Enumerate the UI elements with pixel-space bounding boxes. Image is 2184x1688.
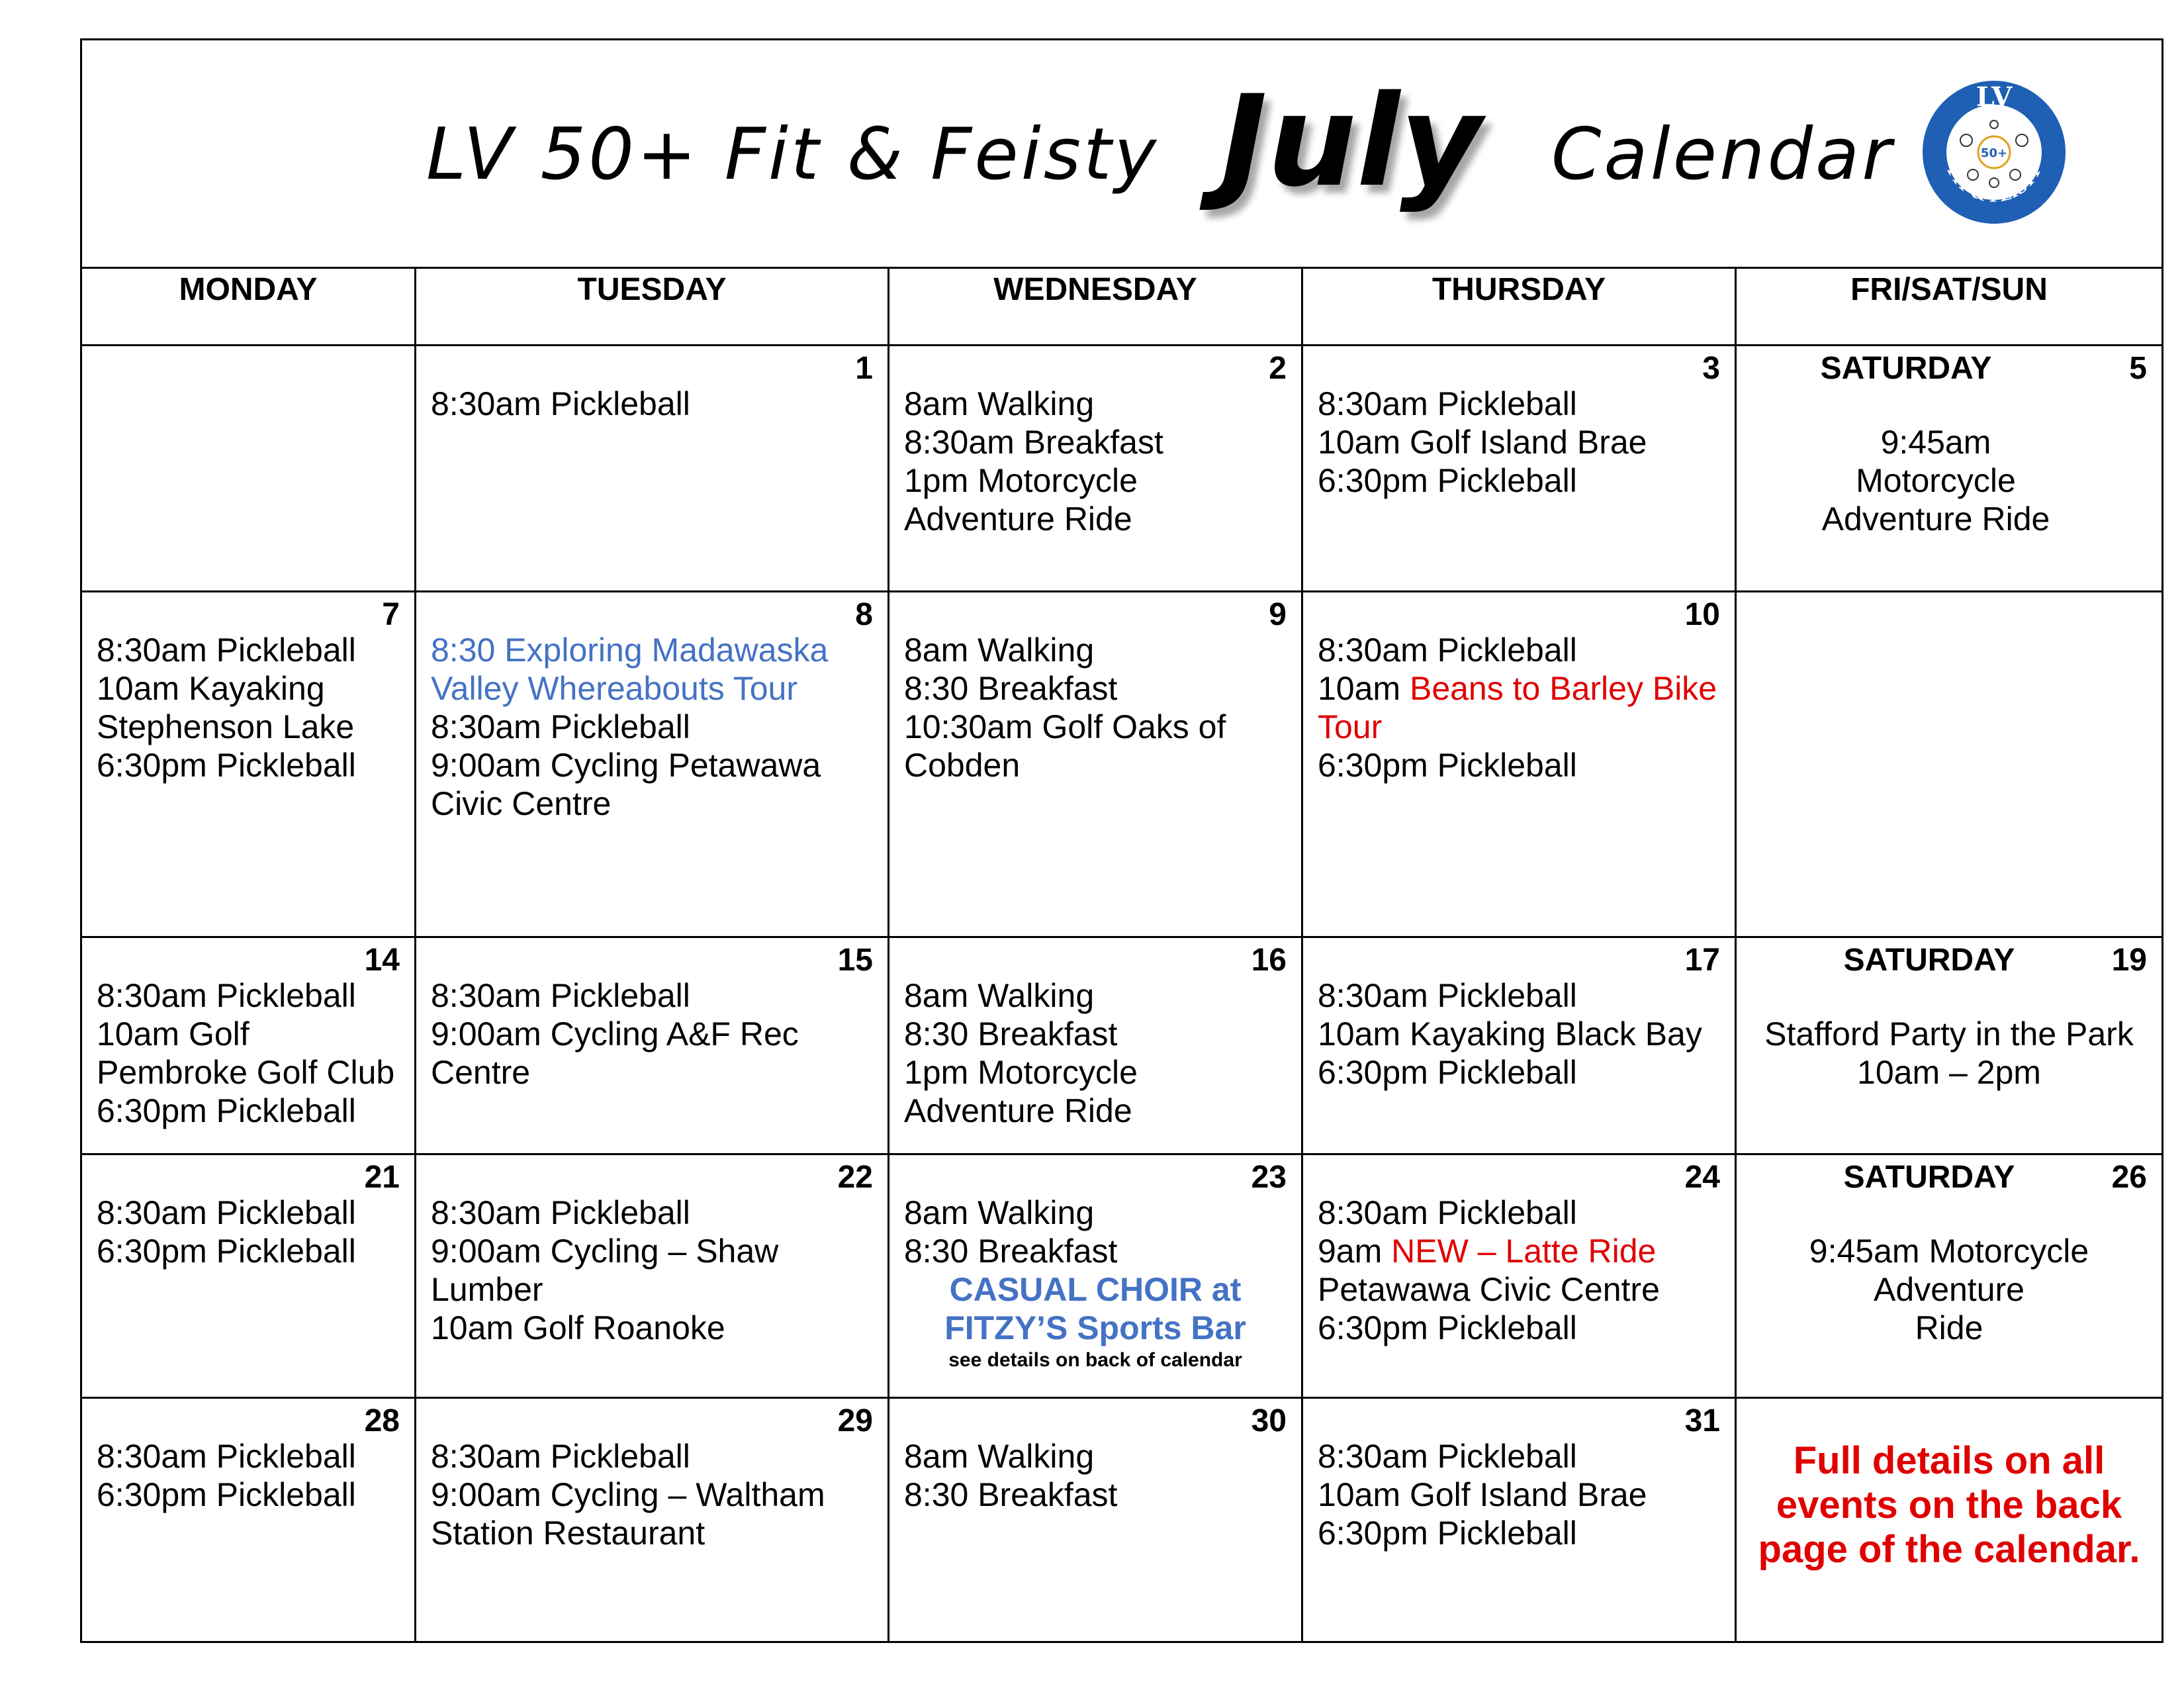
day-cell-19 [1737,938,2161,1155]
event-item: 8:30am Pickleball [97,1438,356,1475]
event-item: 8:30 Breakfast [904,670,1118,707]
day-cell-5 [1737,346,2161,592]
calendar [80,38,2163,1643]
header-tuesday: TUESDAY [416,267,889,346]
day-cell-30 [889,1399,1303,1643]
event-item: 6:30pm Pickleball [1318,747,1577,784]
day-cell-23 [889,1155,1303,1399]
day-cell-17 [1303,938,1737,1155]
event-item: Adventure Ride [904,500,1132,538]
day-number: 29 [837,1403,873,1438]
day-number: 28 [364,1403,400,1438]
event-item: 9:00am Cycling A&F Rec [431,1015,799,1053]
day-cell-empty [82,346,416,592]
event-item: 8am Walking [904,977,1095,1014]
day-number: 30 [1251,1403,1287,1438]
day-cell-29 [416,1399,889,1643]
title-month: July [1220,68,1482,214]
event-item: 9:00am Cycling – Shaw [431,1233,779,1270]
day-number: 31 [1684,1403,1720,1438]
event-item: 6:30pm Pickleball [97,747,356,784]
full-details-note-cell [1737,1399,2161,1643]
fit-feisty-logo-icon [1919,77,2070,228]
event-item: 9:45am Motorcycle [1809,1233,2089,1270]
day-cell-26 [1737,1155,2161,1399]
day-cell-24 [1303,1155,1737,1399]
event-item [1318,669,1725,708]
day-number: 26 [2111,1160,2147,1195]
event-item: 10am Kayaking Black Bay [1318,1015,1702,1053]
event-item: 8am Walking [904,385,1095,422]
day-number: 22 [837,1160,873,1195]
event-item: 8:30am Pickleball [97,632,356,669]
weekend-day-label: SATURDAY [1820,351,1992,386]
event-item: 8:30am Pickleball [431,708,690,745]
event-time: 10am [1318,670,1410,707]
day-cell-15 [416,938,889,1155]
event-item: Stephenson Lake [97,708,355,745]
title-row [82,40,2161,269]
logo-center-text: 50+ [1980,146,2008,160]
day-number: 14 [364,943,400,978]
event-item: Cobden [904,747,1021,784]
day-number: 8 [855,597,873,632]
event-item: 8:30am Pickleball [431,1438,690,1475]
header-weekend: FRI/SAT/SUN [1737,267,2161,346]
event-item: 10am Golf Island Brae [1318,424,1647,461]
event-item: 8:30am Pickleball [431,1194,690,1231]
weekend-day-label: SATURDAY [1843,943,2015,978]
event-item: Civic Centre [431,785,612,822]
event-item: 8:30am Pickleball [97,977,356,1014]
title-text: LV 50+ Fit & Feisty [426,113,1160,196]
day-number: 9 [1269,597,1287,632]
event-item: Lumber [431,1271,543,1308]
event-item: 8:30am Pickleball [431,385,690,422]
day-number: 15 [837,943,873,978]
day-number: 21 [364,1160,400,1195]
header-thursday: THURSDAY [1303,267,1737,346]
event-item: 10am Kayaking [97,670,325,707]
day-number: 16 [1251,943,1287,978]
event-item [1318,1232,1725,1270]
event-item: 6:30pm Pickleball [1318,1515,1577,1552]
event-item: 10:30am Golf Oaks of [904,708,1226,745]
event-item: 8:30 Breakfast [904,1233,1118,1270]
day-cell-22 [416,1155,889,1399]
event-item: 10am – 2pm [1857,1054,2041,1091]
event-item: 8:30am Pickleball [1318,1438,1577,1475]
event-item: Station Restaurant [431,1515,705,1552]
day-number: 1 [855,351,873,386]
event-item: Motorcycle [1856,462,2016,499]
event-item: 10am Golf [97,1015,250,1053]
event-item: 8:30am Pickleball [431,977,690,1014]
event-item: 8:30am Pickleball [1318,977,1577,1014]
event-item: 8:30am Pickleball [1318,385,1577,422]
event-item: 8:30am Pickleball [1318,632,1577,669]
event-item: Adventure [1874,1271,2025,1308]
event-item: Adventure Ride [904,1092,1132,1129]
event-item-highlight: Valley Whereabouts Tour [431,670,798,707]
event-item: 1pm Motorcycle [904,462,1138,499]
day-cell-3 [1303,346,1737,592]
logo-top-text: LV [1976,81,2013,113]
event-item: 6:30pm Pickleball [1318,1309,1577,1346]
weekend-day-label: SATURDAY [1843,1160,2015,1195]
day-cell-8 [416,592,889,938]
full-details-note [1737,1438,2161,1571]
day-cell-21 [82,1155,416,1399]
day-number: 7 [382,597,400,632]
day-cell-1 [416,346,889,592]
event-item: 6:30pm Pickleball [97,1476,356,1513]
choir-event-title: CASUAL CHOIR at [949,1271,1242,1308]
event-item: Adventure Ride [1821,500,2050,538]
event-item: 9:45am [1880,424,1991,461]
event-item: 9:00am Cycling Petawawa [431,747,821,784]
event-item: 8:30am Breakfast [904,424,1163,461]
event-item-highlight: 8:30 Exploring Madawaska [431,632,829,669]
title-suffix: Calendar [1551,113,1894,196]
event-item: 6:30pm Pickleball [1318,1054,1577,1091]
event-item: Stafford Party in the Park [1764,1015,2134,1053]
day-number: 17 [1684,943,1720,978]
day-cell-2 [889,346,1303,592]
day-cell-14 [82,938,416,1155]
day-cell-9 [889,592,1303,938]
event-item: Ride [1915,1309,1983,1346]
event-item: 8am Walking [904,1194,1095,1231]
event-item: 6:30pm Pickleball [1318,462,1577,499]
event-item: Petawawa Civic Centre [1318,1271,1660,1308]
note-line: page of the calendar. [1758,1528,2140,1571]
day-number: 3 [1702,351,1720,386]
day-cell-31 [1303,1399,1737,1643]
header-wednesday: WEDNESDAY [889,267,1303,346]
event-item: 8am Walking [904,1438,1095,1475]
day-number: 2 [1269,351,1287,386]
day-cell-weekend-empty [1737,592,2161,938]
logo-bottom-text: FIT & FEISTY [1943,162,2045,206]
header-monday: MONDAY [82,267,416,346]
event-item: 8:30am Pickleball [97,1194,356,1231]
day-cell-28 [82,1399,416,1643]
event-item: Pembroke Golf Club [97,1054,395,1091]
note-line: events on the back [1776,1483,2122,1526]
event-item: 8:30 Breakfast [904,1015,1118,1053]
event-item: 9:00am Cycling – Waltham [431,1476,825,1513]
day-cell-16 [889,938,1303,1155]
event-highlight: NEW – Latte Ride [1391,1233,1657,1270]
day-number: 23 [1251,1160,1287,1195]
choir-event-note: see details on back of calendar [948,1349,1242,1371]
event-item: 6:30pm Pickleball [97,1092,356,1129]
event-highlight: Tour [1318,708,1383,745]
event-item: 10am Golf Island Brae [1318,1476,1647,1513]
event-time: 9am [1318,1233,1392,1270]
day-number: 19 [2111,943,2147,978]
event-highlight: Beans to Barley Bike [1409,670,1717,707]
choir-event-venue: FITZY’S Sports Bar [944,1309,1246,1346]
day-cell-10 [1303,592,1737,938]
event-item: 1pm Motorcycle [904,1054,1138,1091]
event-item: 10am Golf Roanoke [431,1309,725,1346]
event-item: Centre [431,1054,531,1091]
day-cell-7 [82,592,416,938]
event-item: 8am Walking [904,632,1095,669]
event-item: 8:30am Pickleball [1318,1194,1577,1231]
day-number: 10 [1684,597,1720,632]
note-line: Full details on all [1793,1439,2105,1482]
event-item: 6:30pm Pickleball [97,1233,356,1270]
day-number: 24 [1684,1160,1720,1195]
event-item: 8:30 Breakfast [904,1476,1118,1513]
day-number: 5 [2129,351,2147,386]
